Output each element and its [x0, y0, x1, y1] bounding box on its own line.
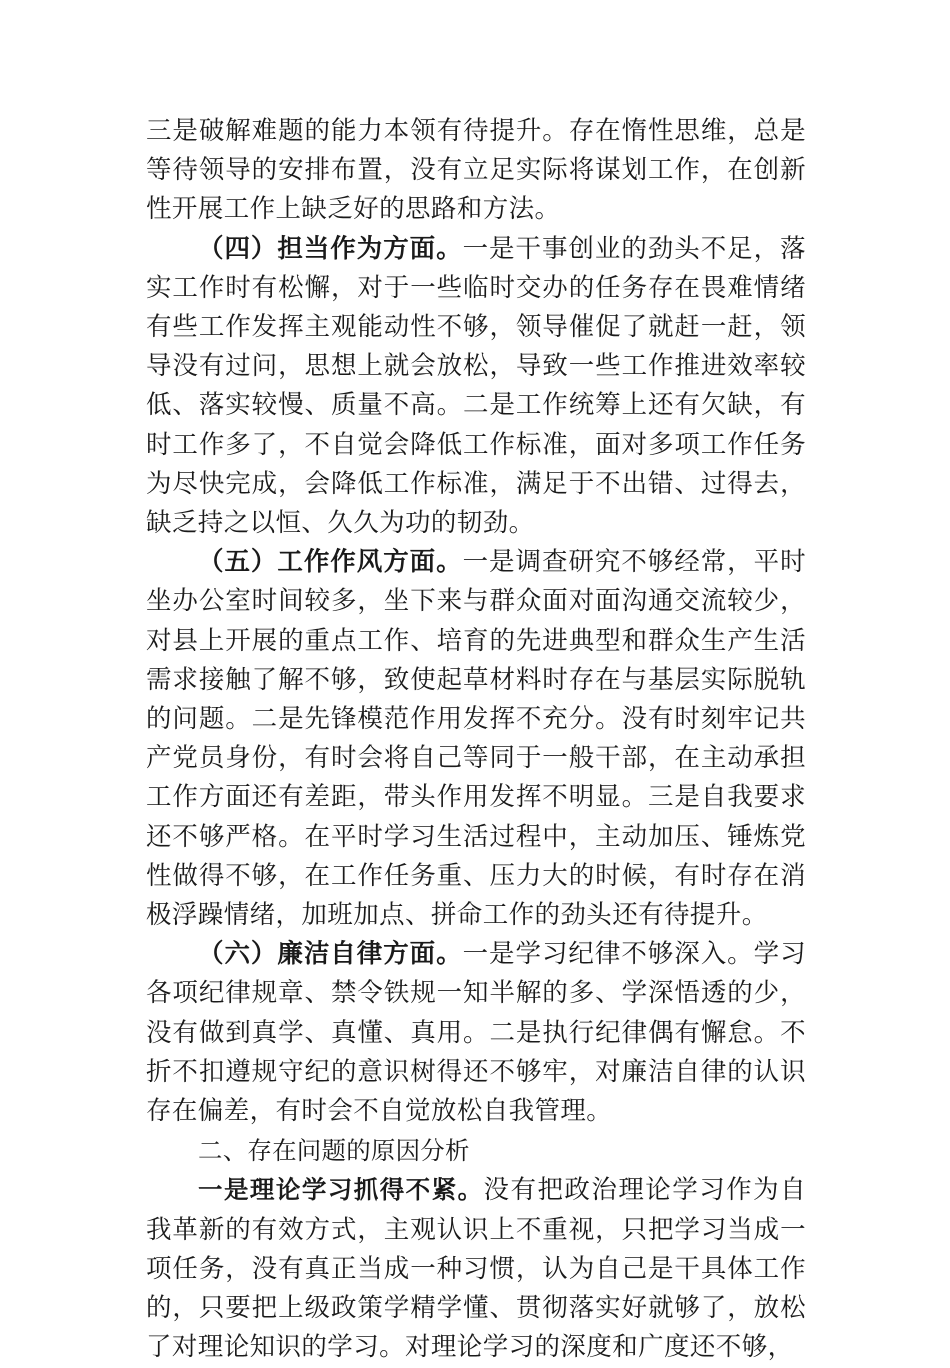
paragraph-text: 一是调查研究不够经常，平时坐办公室时间较多，坐下来与群众面对面沟通交流较少，对县上开展的重点工作、培育的先进典型和群众生产生活需求接触了解不够，致使起草材料时存在与基层实际脱轨的问题。二是先锋模范作用发挥不充分。没有时刻牢记共产党员身份，有时会将自己等同于一般干部，在主动承担工作方面还有差距，带头作用发挥不明显。三是自我要求还不够严格。在平时学习生活过程中，主动加压、锤炼党性做得不够，在工作任务重、压力大的时候，有时存在消极浮躁情绪，加班加点、拼命工作的劲头还有待提升。	[146, 547, 806, 931]
paragraph-theory-study	[146, 1170, 806, 1367]
section2-heading: 二、存在问题的原因分析	[198, 1136, 470, 1166]
paragraph-integrity	[146, 935, 806, 1131]
paragraph-work-style	[146, 543, 806, 935]
paragraph-capability	[146, 112, 806, 230]
lead-heading-theory-study: 一是理论学习抓得不紧。	[198, 1175, 484, 1205]
paragraph-responsibility	[146, 230, 806, 544]
paragraph-text: 一是学习纪律不够深入。学习各项纪律规章、禁令铁规一知半解的多、学深悟透的少，没有做到真学、真懂、真用。二是执行纪律偶有懈怠。不折不扣遵规守纪的意识树得还不够牢，对廉洁自律的认识存在偏差，有时会不自觉放松自我管理。	[146, 939, 806, 1127]
paragraph-text: 一是干事创业的劲头不足，落实工作时有松懈，对于一些临时交办的任务存在畏难情绪有些工作发挥主观能动性不够，领导催促了就赶一赶，领导没有过问，思想上就会放松，导致一些工作推进效率较低、落实较慢、质量不高。二是工作统筹上还有欠缺，有时工作多了，不自觉会降低工作标准，面对多项工作任务为尽快完成，会降低工作标准，满足于不出错、过得去，缺乏持之以恒、久久为功的韧劲。	[146, 233, 806, 539]
section-heading-integrity: （六）廉洁自律方面。	[198, 939, 463, 970]
section-heading-responsibility: （四）担当作为方面。	[198, 233, 463, 264]
section-heading-work-style: （五）工作作风方面。	[198, 547, 463, 578]
paragraph-text: 没有把政治理论学习作为自我革新的有效方式，主观认识上不重视，只把学习当成一项任务，没有真正当成一种习惯，认为自己是干具体工作的，只要把上级政策学精学懂、贯彻落实好就够了，放松了对理论知识的学习。对理论学习的深度和广度还不够，	[146, 1175, 806, 1363]
document-page	[146, 112, 806, 1368]
paragraph-text: 三是破解难题的能力本领有待提升。存在惰性思维，总是等待领导的安排布置，没有立足实际将谋划工作，在创新性开展工作上缺乏好的思路和方法。	[146, 116, 806, 225]
